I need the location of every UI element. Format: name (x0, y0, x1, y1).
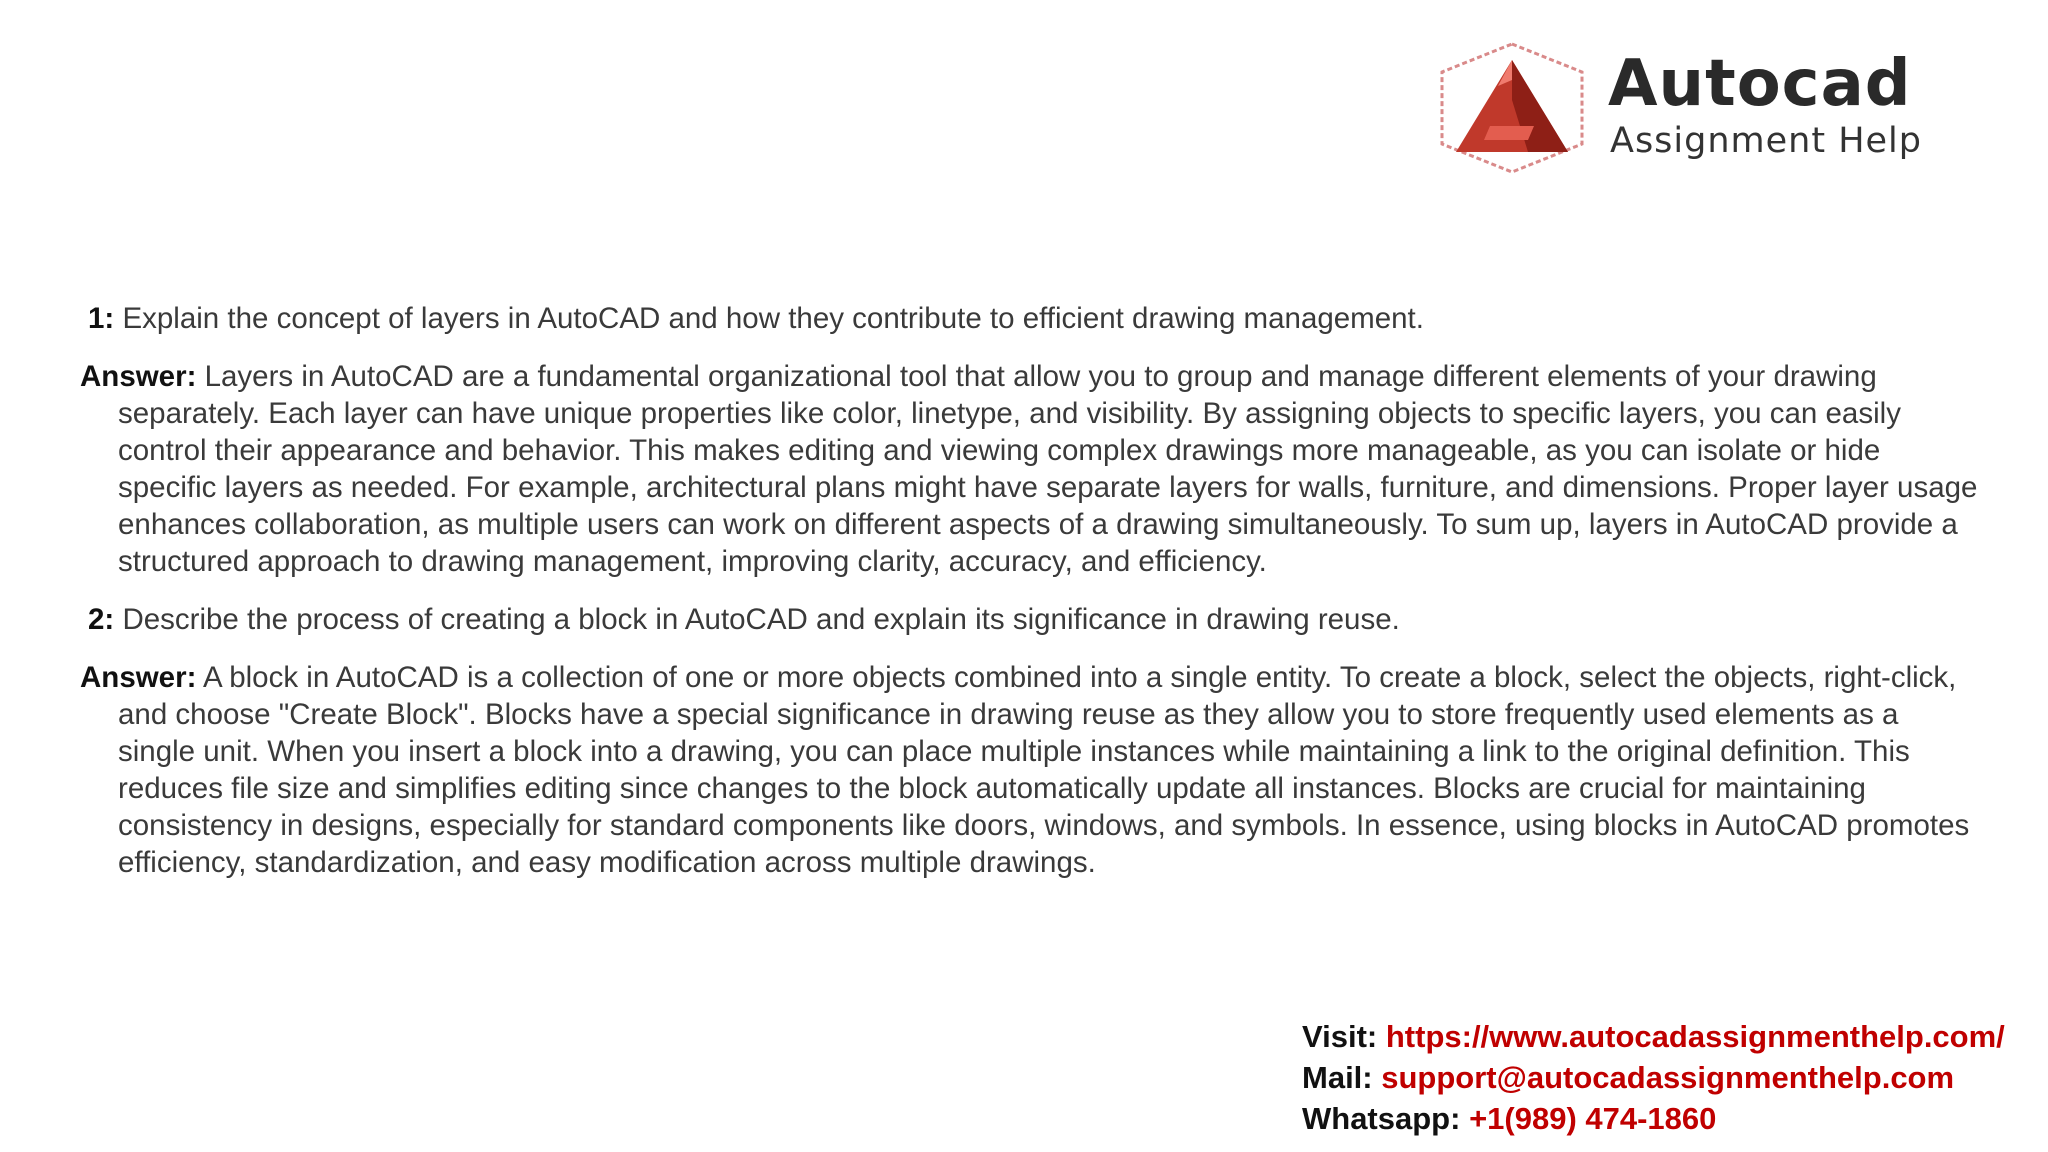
contact-info (1302, 1016, 2005, 1139)
answer-1-text: Layers in AutoCAD are a fundamental organizational tool that allow you to group and manage different elements of your drawing separately. Each layer can have unique properties like color, linetype, and visibility. By assigning objects to specific layers, you can easily control their appearance and behavior. This makes editing and viewing complex drawings more manageable, as you can isolate or hide specific layers as needed. For example, architectural plans might have separate layers for walls, furniture, and dimensions. Proper layer usage enhances collaboration, as multiple users can work on different aspects of a drawing simultaneously. To sum up, layers in AutoCAD provide a structured approach to drawing management, improving clarity, accuracy, and efficiency. (118, 360, 1978, 578)
contact-whatsapp-row (1302, 1098, 2005, 1139)
answer-2-label: Answer: (80, 661, 197, 694)
question-2-text: Describe the process of creating a block in AutoCAD and explain its significance in drawing reuse. (122, 603, 1400, 636)
qa-content (80, 300, 1980, 902)
logo-title: Autocad (1608, 47, 1912, 121)
mail-label: Mail: (1302, 1060, 1373, 1095)
brand-logo (1432, 40, 1992, 176)
whatsapp-label: Whatsapp: (1302, 1101, 1461, 1136)
answer-2-text: A block in AutoCAD is a collection of one or more objects combined into a single entity. To create a block, select the objects, right-click, and choose "Create Block". Blocks have a special significance in drawing reuse as they allow you to store frequently used elements as a single unit. When you insert a block into a drawing, you can place multiple instances while maintaining a link to the original definition. This reduces file size and simplifies editing since changes to the block automatically update all instances. Blocks are crucial for maintaining consistency in designs, especially for standard components like doors, windows, and symbols. In essence, using blocks in AutoCAD promotes efficiency, standardization, and easy modification across multiple drawings. (118, 661, 1970, 879)
question-1-text: Explain the concept of layers in AutoCAD and how they contribute to efficient drawing management. (122, 302, 1424, 335)
question-1-label: 1: (88, 302, 115, 335)
autocad-triangle-logo-icon (1432, 40, 1592, 176)
answer-1 (80, 358, 1980, 580)
question-2 (88, 601, 1980, 638)
logo-subtitle: Assignment Help (1610, 121, 1922, 161)
contact-mail-row (1302, 1057, 2005, 1098)
website-link[interactable]: https://www.autocadassignmenthelp.com/ (1385, 1019, 2005, 1054)
visit-label: Visit: (1302, 1019, 1378, 1054)
email-link[interactable]: support@autocadassignmenthelp.com (1381, 1060, 1955, 1095)
whatsapp-number[interactable]: +1(989) 474-1860 (1469, 1101, 1717, 1136)
question-1 (88, 300, 1980, 337)
contact-visit-row (1302, 1016, 2005, 1057)
answer-1-label: Answer: (80, 360, 197, 393)
question-2-label: 2: (88, 603, 115, 636)
answer-2 (80, 659, 1980, 881)
